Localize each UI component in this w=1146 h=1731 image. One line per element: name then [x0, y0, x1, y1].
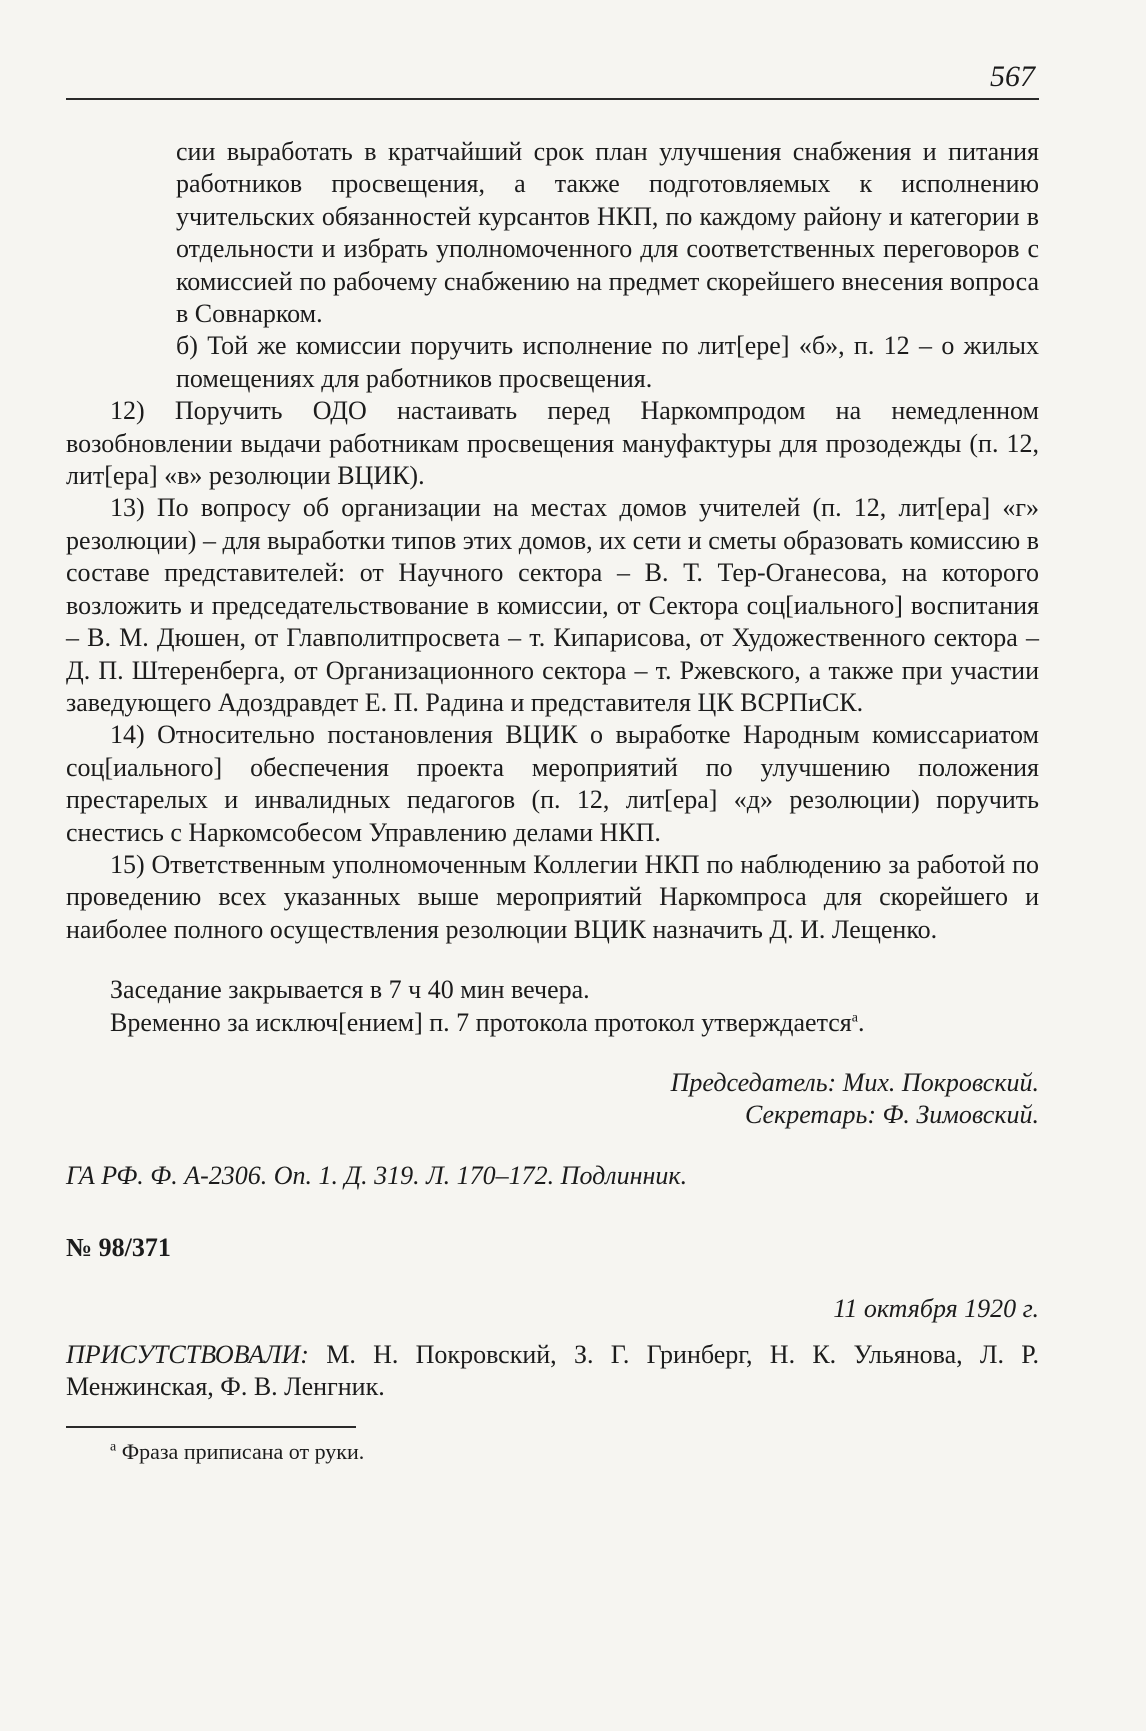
closing-line-2: [66, 1007, 1039, 1039]
closing-line-2-text: Временно за исключ[ением] п. 7 протокола протокол утверждается: [110, 1007, 852, 1037]
attendees-names: М. Н. Покровский, З. Г. Гринберг, Н. К. Ульянова, Л. Р. Менжинская, Ф. В. Ленгник.: [66, 1340, 1039, 1402]
closing-line-2-period: .: [857, 1007, 865, 1037]
paragraph-item-15: 15) Ответственным уполномоченным Коллегии НКП по наблюдению за работой по проведению всех указанных выше мероприятий Наркомпроса для скорейшего и наиболее полного осуществления резолюции ВЦИК назначить Д. И. Лещенко.: [66, 849, 1039, 944]
document-date: 11 октября 1920 г.: [833, 1293, 1039, 1323]
paragraph-continuation: сии выработать в кратчайший срок план улучшения снабжения и питания работников просвещения, а также подготовляемых к исполнению учительских обязанностей курсантов НКП, по каждому району и категории в отдельности и избрать уполномоченного для соответственных переговоров с комиссией по рабочему снабжению на предмет скорейшего внесения вопроса в Совнарком.: [176, 137, 1039, 329]
document-number: № 98/371: [66, 1233, 171, 1263]
footnote-marker: а: [110, 1439, 117, 1455]
page-content: [66, 136, 1039, 1466]
footnote: [66, 1438, 1039, 1466]
footnote-text: Фраза приписана от руки.: [116, 1438, 365, 1464]
chairman-signature: Председатель: Мих. Покровский.: [670, 1067, 1039, 1097]
attendees-label: ПРИСУТСТВОВАЛИ:: [66, 1340, 309, 1369]
attendees-paragraph: [66, 1339, 1039, 1404]
paragraph-item-b: б) Той же комиссии поручить исполнение по лит[ере] «б», п. 12 – о жилых помещениях для работников просвещения.: [176, 331, 1039, 393]
page-number: 567: [990, 60, 1035, 93]
footnote-divider: [66, 1426, 356, 1428]
page-header: [66, 52, 1039, 100]
paragraph-item-13: 13) По вопросу об организации на местах домов учителей (п. 12, лит[ера] «г» резолюции) – для выработки типов этих домов, их сети и сметы образовать комиссию в составе представителей: от Научного сектора – В. Т. Тер-Оганесова, на которого возложить и председательствование в комиссии, от Сектора соц[иального] воспитания – В. М. Дюшен, от Главполитпросвета – т. Кипарисова, от Художественного сектора – Д. П. Штеренберга, от Организационного сектора – т. Ржевского, а также при участии заведующего Адоздравдет Е. П. Радина и представителя ЦК ВСРПиСК.: [66, 493, 1039, 717]
secretary-signature: Секретарь: Ф. Зимовский.: [744, 1100, 1039, 1130]
paragraph-item-14: 14) Относительно постановления ВЦИК о выработке Народным комиссариатом соц[иального] обеспечения проекта мероприятий по улучшению положения престарелых и инвалидных педагогов (п. 12, лит[ера] «д» резолюции) поручить снестись с Наркомсобесом Управлению делами НКП.: [66, 720, 1039, 847]
footnote-reference: а: [851, 1009, 858, 1025]
paragraph-item-12: 12) Поручить ОДО настаивать перед Наркомпродом на немедленном возобновлении выдачи работникам просвещения мануфактуры для прозодежды (п. 12, лит[ера] «в» резолюции ВЦИК).: [66, 396, 1039, 491]
archive-reference: ГА РФ. Ф. А-2306. Оп. 1. Д. 319. Л. 170–172. Подлинник.: [66, 1160, 688, 1190]
closing-line-1: Заседание закрывается в 7 ч 40 мин вечера.: [110, 975, 590, 1005]
